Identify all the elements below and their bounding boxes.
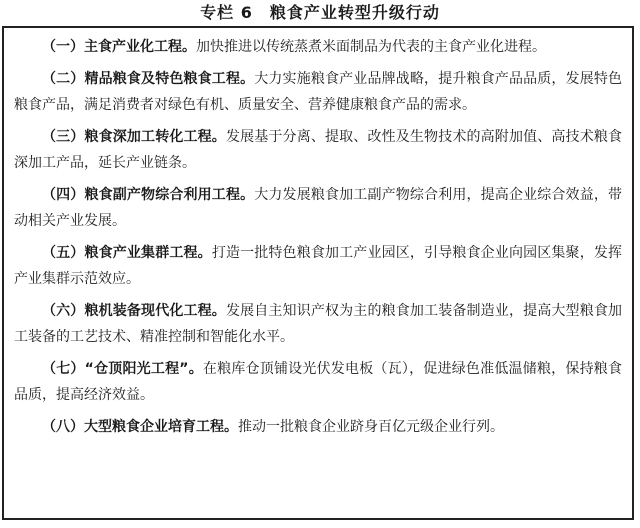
item-text: 推动一批粮食企业跻身百亿元级企业行列。 [238,419,504,435]
content-box [2,26,634,520]
item-text: 发展自主知识产权为主的粮食加工装备制造业，提高大型粮食加工装备的工艺技术、精准控制和智能化水平。 [14,303,623,345]
item-paragraph-3 [14,124,622,176]
item-paragraph-5 [14,240,622,292]
item-paragraph-2 [14,66,622,118]
item-text: 大力实施粮食产业品牌战略，提升粮食产品品质，发展特色粮食产品，满足消费者对绿色有机、质量安全、营养健康粮食产品的需求。 [14,71,622,113]
item-heading: （七）“仓顶阳光工程”。 [42,361,203,377]
item-heading: （三）粮食深加工转化工程。 [42,129,226,145]
item-paragraph-4 [14,182,622,234]
item-heading: （二）精品粮食及特色粮食工程。 [42,71,255,87]
item-heading: （五）粮食产业集群工程。 [42,245,212,261]
box-title: 专栏 6 粮食产业转型升级行动 [200,3,440,22]
item-text: 加快推进以传统蒸煮米面制品为代表的主食产业化进程。 [196,39,546,55]
item-paragraph-7 [14,356,622,408]
item-heading: （八）大型粮食企业培育工程。 [42,419,238,435]
item-text: 在粮库仓顶铺设光伏发电板（瓦），促进绿色准低温储粮，保持粮食品质，提高经济效益。 [14,361,622,403]
item-heading: （四）粮食副产物综合利用工程。 [42,187,255,203]
item-text: 大力发展粮食加工副产物综合利用，提高企业综合效益，带动相关产业发展。 [14,187,622,229]
item-paragraph-8 [14,414,622,440]
item-heading: （六）粮机装备现代化工程。 [42,303,226,319]
item-paragraph-6 [14,298,622,350]
item-heading: （一）主食产业化工程。 [42,39,196,55]
item-text: 发展基于分离、提取、改性及生物技术的高附加值、高技术粮食深加工产品，延长产业链条。 [14,129,623,171]
item-paragraph-1 [14,34,622,60]
item-text: 打造一批特色粮食加工产业园区，引导粮食企业向园区集聚，发挥产业集群示范效应。 [14,245,623,287]
